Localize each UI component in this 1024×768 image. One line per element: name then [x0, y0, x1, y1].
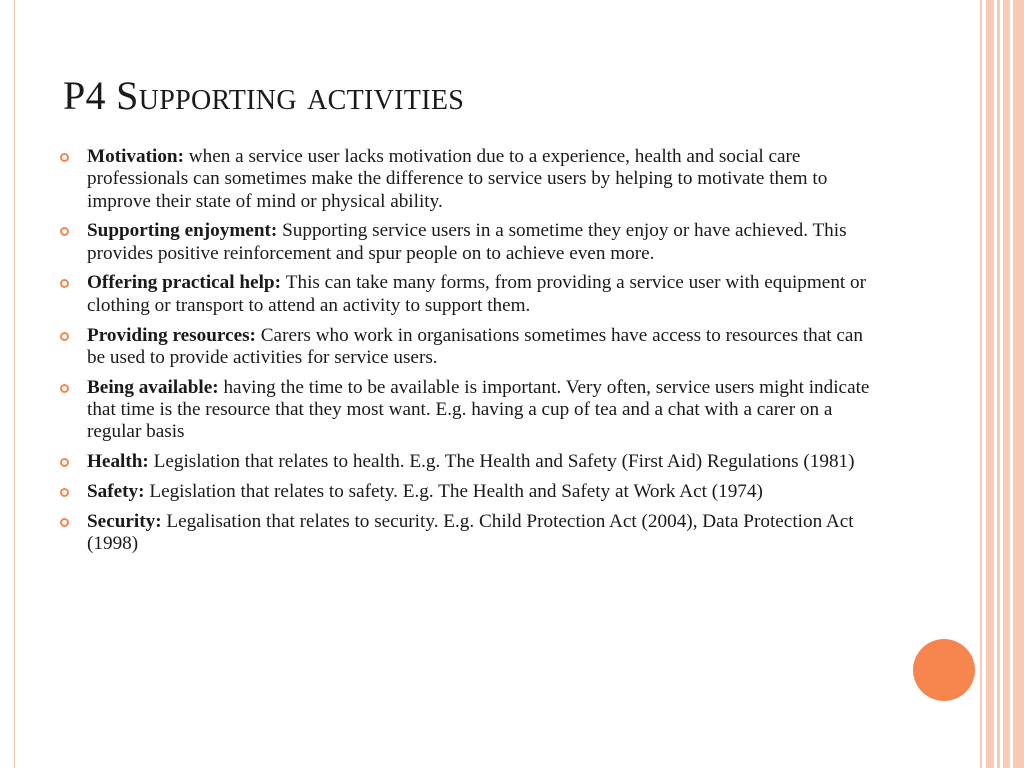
bullet-term: Security:: [87, 510, 167, 532]
bullet-text: having the time to be available is important. Very often, service users might indicate that time is the resource that they most want. E.g. having a cup of tea and a chat with a carer on a regular basis: [87, 376, 870, 443]
bullet-text: Carers who work in organisations sometimes have access to resources that can be used to provide activities for service users.: [87, 324, 864, 368]
bullet-icon: [60, 384, 69, 393]
left-border-line: [14, 0, 15, 768]
bullet-term: Safety:: [87, 480, 150, 502]
bullet-icon: [60, 488, 69, 497]
bullet-term: Providing resources:: [87, 324, 261, 346]
bullet-item: [60, 451, 875, 473]
bullet-text: This can take many forms, from providing a service user with equipment or clothing or transport to attend an activity to support them.: [87, 272, 867, 316]
decorative-stripe: [986, 0, 994, 768]
bullet-item: [60, 481, 875, 503]
decorative-stripe: [1013, 0, 1024, 768]
bullet-icon: [60, 518, 69, 527]
bullet-icon: [60, 153, 69, 162]
slide-title: P4 Supporting activities: [63, 73, 465, 118]
bullet-icon: [60, 279, 69, 288]
bullet-icon: [60, 458, 69, 467]
bullet-item: [60, 272, 875, 317]
decorative-stripe: [1003, 0, 1010, 768]
bullet-list: [60, 146, 875, 563]
bullet-text: Legalisation that relates to security. E.g. Child Protection Act (2004), Data Protection Act (1998): [87, 510, 854, 554]
bullet-icon: [60, 332, 69, 341]
bullet-item: [60, 325, 875, 370]
bullet-term: Motivation:: [87, 146, 189, 167]
bullet-text: Supporting service users in a sometime they enjoy or have achieved. This provides positive reinforcement and spur people on to achieve even more.: [87, 220, 847, 264]
bullet-item: [60, 377, 875, 444]
bullet-item: [60, 511, 875, 556]
bullet-text: Legislation that relates to safety. E.g. The Health and Safety at Work Act (1974): [149, 480, 763, 502]
bullet-text: Legislation that relates to health. E.g. The Health and Safety (First Aid) Regulations (1981): [153, 451, 855, 473]
decorative-circle: [913, 639, 975, 701]
bullet-term: Supporting enjoyment:: [87, 220, 283, 242]
bullet-item: [60, 220, 875, 265]
decorative-stripe: [980, 0, 982, 768]
bullet-term: Health:: [87, 451, 154, 473]
bullet-term: Offering practical help:: [87, 272, 286, 294]
bullet-term: Being available:: [87, 376, 224, 398]
bullet-icon: [60, 227, 69, 236]
decorative-stripe: [997, 0, 1000, 768]
bullet-text: when a service user lacks motivation due to a experience, health and social care professionals can sometimes make the difference to service users by helping to motivate them to improve their state of mind or physical ability.: [87, 146, 828, 212]
bullet-item: [60, 146, 875, 213]
